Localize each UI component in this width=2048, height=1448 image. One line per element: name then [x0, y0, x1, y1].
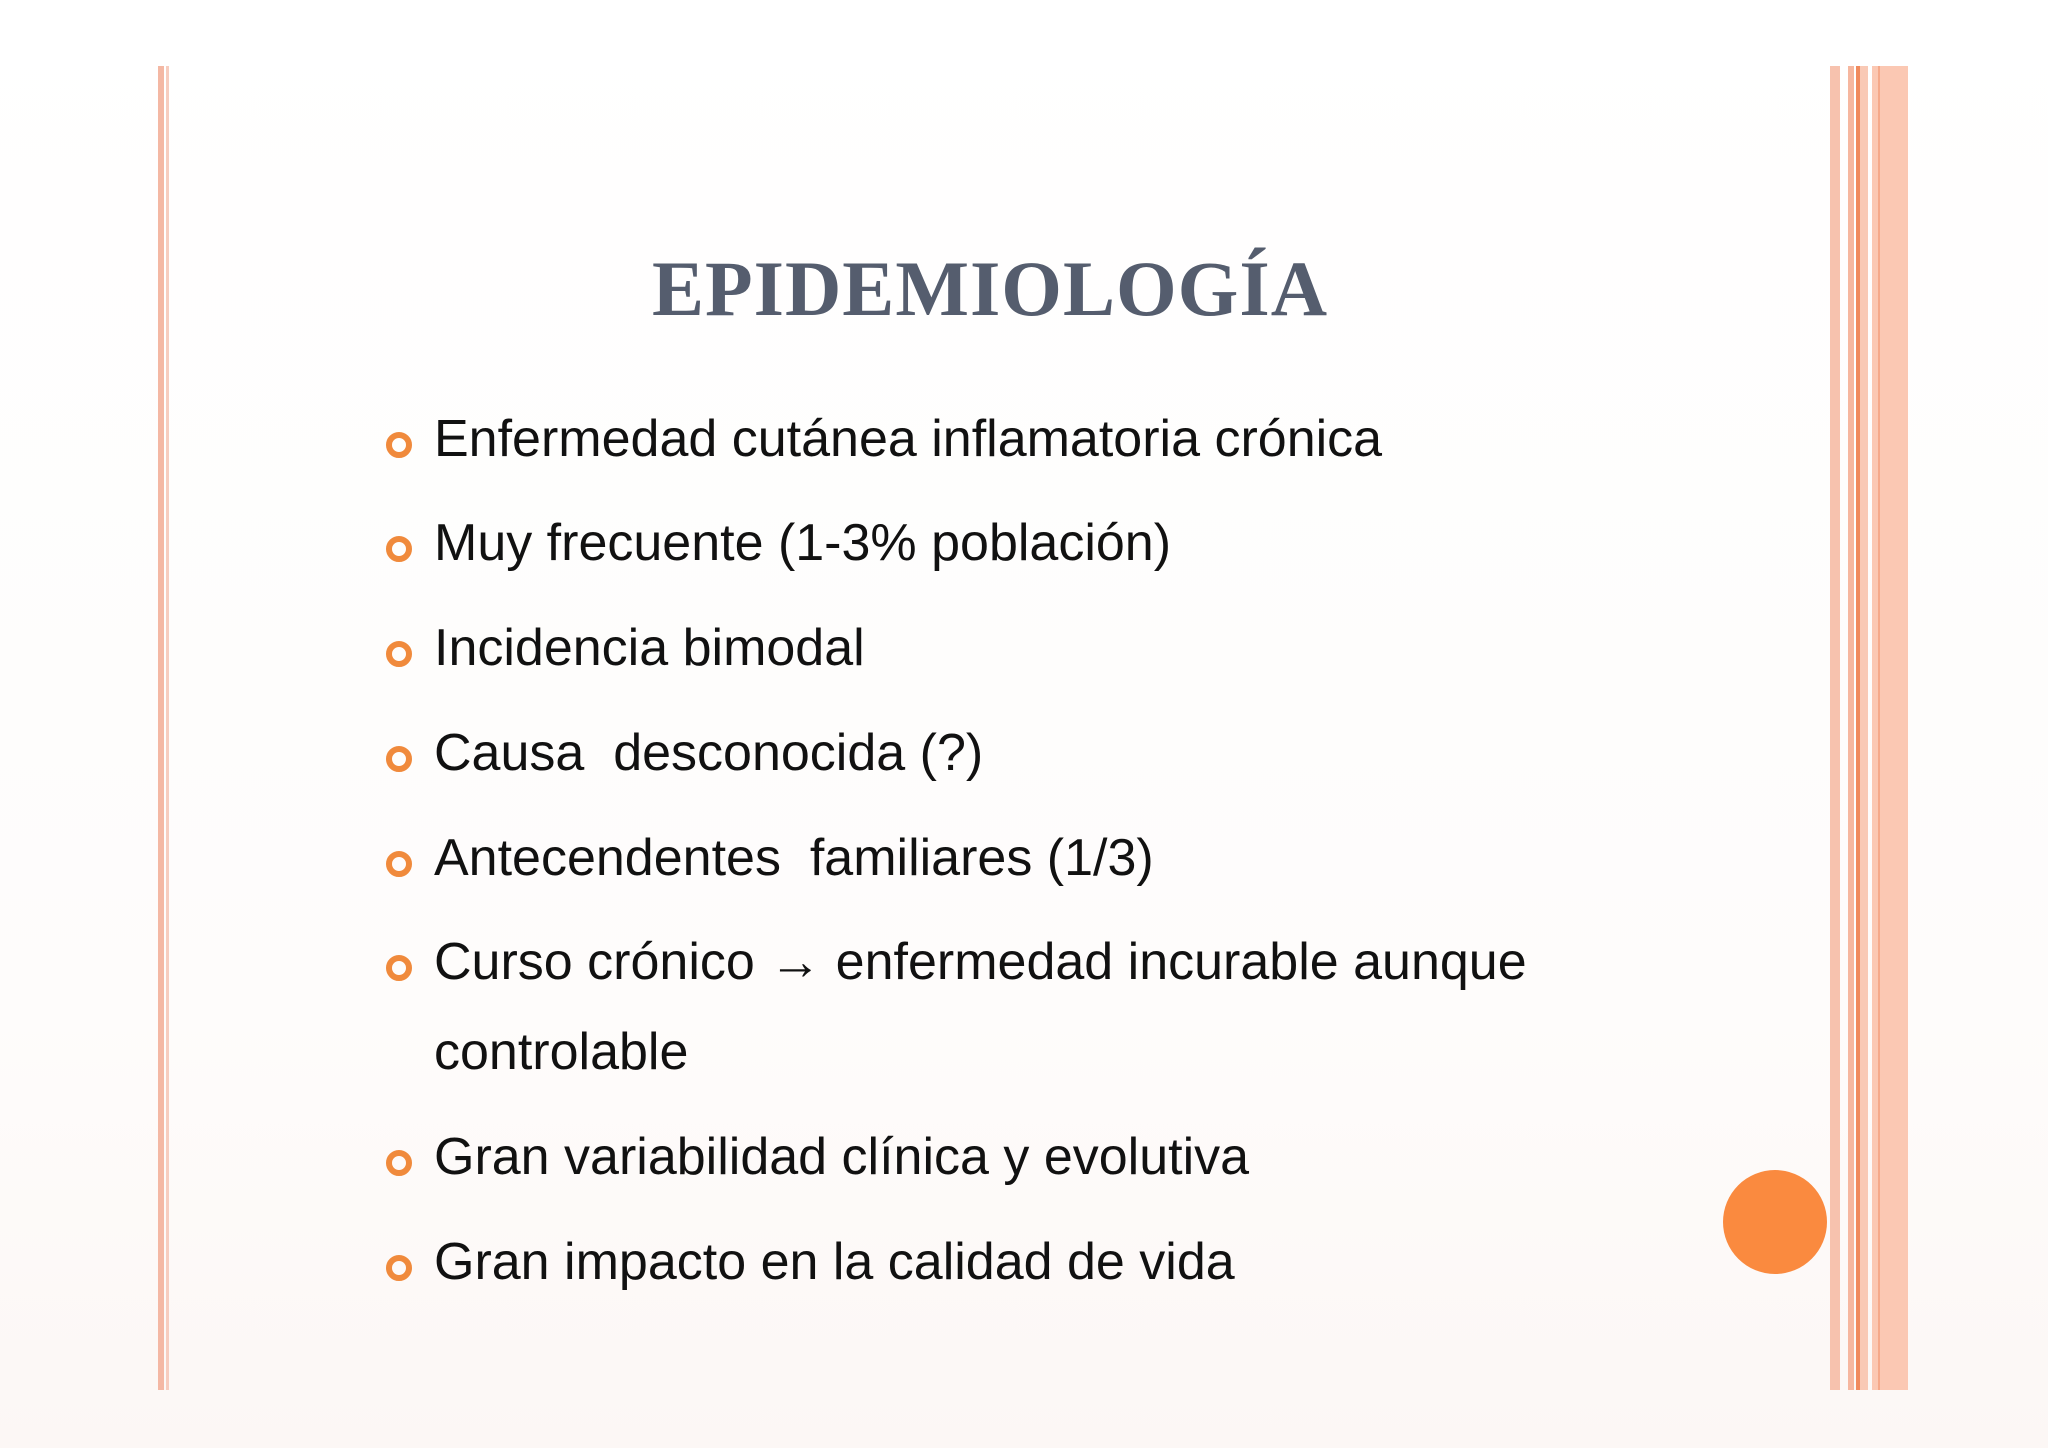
- bullet-text: Curso crónico → enfermedad incurable aunque controlable: [434, 933, 1542, 1081]
- bullet-circle-icon: [386, 955, 412, 981]
- bullet-text: Gran variabilidad clínica y evolutiva: [434, 1128, 1250, 1186]
- bullet-circle-icon: [386, 641, 412, 667]
- slide-title: EPIDEMIOLOGÍA: [651, 245, 1329, 332]
- bullet-text: Gran impacto en la calidad de vida: [434, 1233, 1235, 1291]
- bullet-text: Incidencia bimodal: [434, 619, 865, 677]
- bullet-circle-icon: [386, 536, 412, 562]
- bullet-circle-icon: [386, 1150, 412, 1176]
- bullet-text: Antecendentes familiares (1/3): [434, 829, 1154, 887]
- bullet-text: Enfermedad cutánea inflamatoria crónica: [434, 410, 1383, 468]
- bullet-circle-icon: [386, 851, 412, 877]
- orange-circle-decoration: [1723, 1170, 1827, 1274]
- bullet-circle-icon: [386, 432, 412, 458]
- bullet-circle-icon: [386, 1255, 412, 1281]
- bullet-circle-icon: [386, 746, 412, 772]
- bullet-text: Causa desconocida (?): [434, 724, 984, 782]
- bullet-text: Muy frecuente (1-3% población): [434, 514, 1172, 572]
